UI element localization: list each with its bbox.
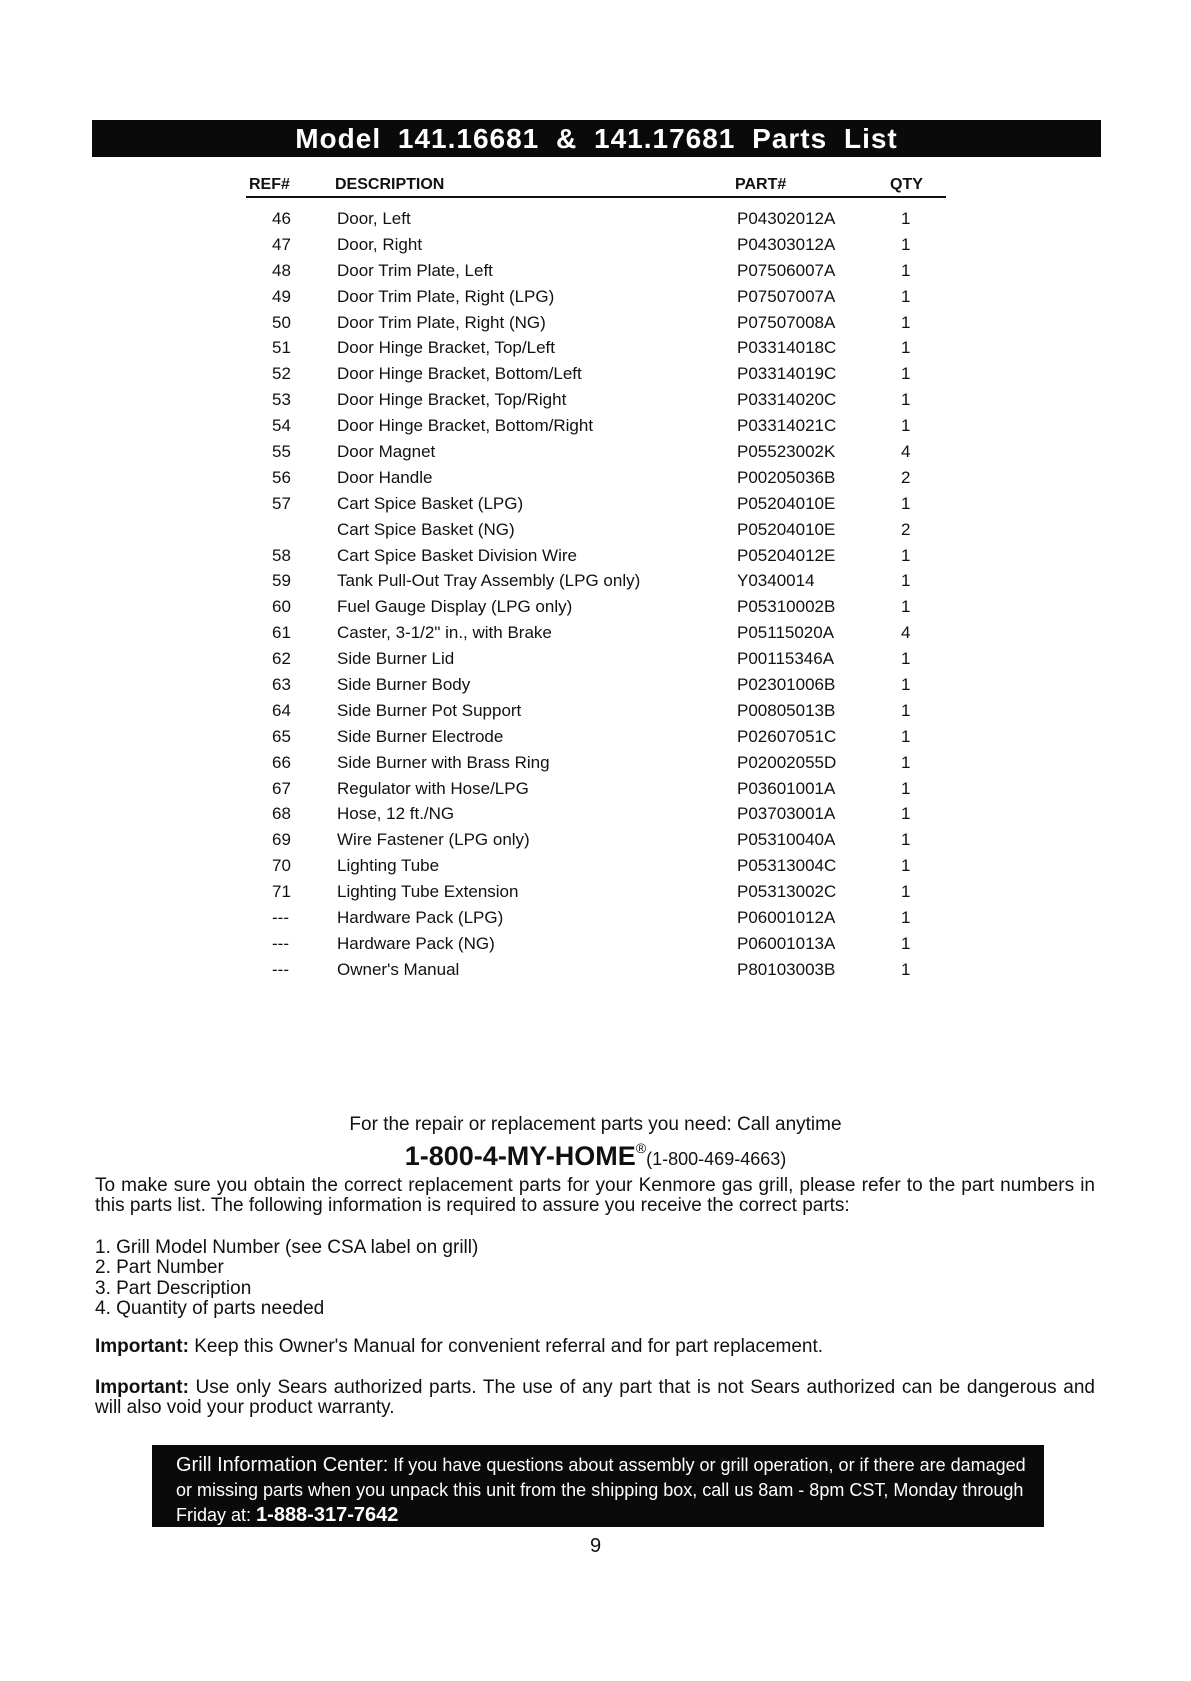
page-title: Model 141.16681 & 141.17681 Parts List bbox=[92, 120, 1101, 157]
part-number: P04302012A bbox=[737, 209, 836, 228]
quantity: 1 bbox=[901, 675, 911, 695]
list-item: 3. Part Description bbox=[95, 1277, 252, 1299]
quantity: 1 bbox=[901, 260, 911, 280]
quantity: 4 bbox=[901, 623, 911, 643]
service-phone-number: 1-800-4-MY-HOME bbox=[404, 1141, 636, 1171]
table-row bbox=[246, 338, 946, 364]
part-number: P03314019C bbox=[737, 364, 837, 384]
quantity: 1 bbox=[901, 416, 911, 436]
table-row bbox=[246, 701, 946, 727]
part-description: Door Magnet bbox=[337, 442, 436, 462]
part-number: Y0340014 bbox=[737, 571, 815, 591]
table-row bbox=[246, 442, 946, 468]
quantity: 1 bbox=[901, 493, 911, 513]
info-center-text: If you have questions about assembly or grill operation, or if there are damaged or missing parts when you unpack this unit from the shipping box, call us 8am - 8pm CST, Monday through Friday at: bbox=[176, 1455, 1026, 1525]
part-description: Regulator with Hose/LPG bbox=[337, 778, 529, 798]
part-description: Door Hinge Bracket, Bottom/Right bbox=[337, 416, 594, 436]
part-description: Door Trim Plate, Left bbox=[337, 260, 493, 280]
quantity: 1 bbox=[901, 338, 911, 358]
ref-number: --- bbox=[272, 959, 289, 979]
ref-number: 71 bbox=[272, 882, 291, 902]
quantity: 1 bbox=[901, 726, 911, 746]
ref-number: 60 bbox=[272, 597, 291, 617]
part-number: P02607051C bbox=[737, 726, 837, 746]
quantity: 1 bbox=[901, 545, 911, 565]
replacement-instructions: To make sure you obtain the correct replacement parts for your Kenmore gas grill, please refer to the part numbers in this parts list. The following information is required to assure you receive the correct parts: bbox=[95, 1175, 1095, 1216]
table-row bbox=[246, 727, 946, 753]
table-row bbox=[246, 649, 946, 675]
parts-table bbox=[246, 209, 946, 986]
ref-number: 46 bbox=[272, 209, 291, 228]
part-description: Hardware Pack (NG) bbox=[337, 933, 495, 953]
ref-number: 59 bbox=[272, 571, 291, 591]
table-row bbox=[246, 313, 946, 339]
part-description: Door, Left bbox=[337, 209, 411, 228]
part-description: Fuel Gauge Display (LPG only) bbox=[337, 597, 573, 617]
ref-number: 65 bbox=[272, 726, 291, 746]
page-number: 9 bbox=[589, 1535, 602, 1557]
part-number: P03314018C bbox=[737, 338, 837, 358]
info-center-title: Grill Information Center: bbox=[176, 1454, 389, 1476]
part-number: P05204012E bbox=[737, 545, 836, 565]
service-call-line: For the repair or replacement parts you need: Call anytime bbox=[349, 1114, 842, 1135]
part-number: P07507008A bbox=[737, 312, 836, 332]
important-text: Keep this Owner's Manual for convenient referral and for part replacement. bbox=[188, 1336, 824, 1357]
part-number: P05204010E bbox=[737, 519, 836, 539]
ref-number: 69 bbox=[272, 830, 291, 850]
quantity: 1 bbox=[901, 804, 911, 824]
registered-mark: ® bbox=[635, 1140, 647, 1156]
quantity: 1 bbox=[901, 649, 911, 669]
quantity: 1 bbox=[901, 959, 911, 979]
ref-number: 63 bbox=[272, 675, 291, 695]
table-row bbox=[246, 390, 946, 416]
part-number: P03314020C bbox=[737, 390, 837, 410]
quantity: 1 bbox=[901, 209, 911, 228]
part-description: Side Burner Pot Support bbox=[337, 700, 522, 720]
table-row bbox=[246, 520, 946, 546]
table-row bbox=[246, 416, 946, 442]
part-number: P02301006B bbox=[737, 675, 836, 695]
part-description: Hardware Pack (LPG) bbox=[337, 908, 504, 928]
table-row bbox=[246, 235, 946, 261]
ref-number: 55 bbox=[272, 442, 291, 462]
ref-column-header: REF# bbox=[249, 176, 290, 193]
table-row bbox=[246, 934, 946, 960]
part-description: Cart Spice Basket (NG) bbox=[337, 519, 515, 539]
part-description: Door Hinge Bracket, Top/Right bbox=[337, 390, 567, 410]
quantity: 1 bbox=[901, 364, 911, 384]
part-description: Side Burner with Brass Ring bbox=[337, 752, 550, 772]
part-description: Hose, 12 ft./NG bbox=[337, 804, 455, 824]
ref-number: 48 bbox=[272, 260, 291, 280]
ref-number: 64 bbox=[272, 700, 291, 720]
part-number: P05115020A bbox=[737, 623, 835, 643]
ref-number: 56 bbox=[272, 467, 291, 487]
ref-number: --- bbox=[272, 908, 289, 928]
part-description: Door Trim Plate, Right (LPG) bbox=[337, 286, 555, 306]
part-description: Side Burner Body bbox=[337, 675, 471, 695]
ref-number: --- bbox=[272, 933, 289, 953]
table-row bbox=[246, 546, 946, 572]
quantity: 1 bbox=[901, 856, 911, 876]
quantity: 1 bbox=[901, 286, 911, 306]
quantity: 1 bbox=[901, 752, 911, 772]
quantity: 1 bbox=[901, 390, 911, 410]
ref-number: 52 bbox=[272, 364, 291, 384]
table-row bbox=[246, 623, 946, 649]
table-row bbox=[246, 804, 946, 830]
table-row bbox=[246, 468, 946, 494]
table-row bbox=[246, 882, 946, 908]
part-number: P07506007A bbox=[737, 260, 836, 280]
quantity: 4 bbox=[901, 442, 911, 462]
table-row bbox=[246, 960, 946, 986]
part-number: P00115346A bbox=[737, 649, 835, 669]
table-row bbox=[246, 261, 946, 287]
important-note bbox=[95, 1378, 1095, 1418]
table-row bbox=[246, 287, 946, 313]
ref-number: 51 bbox=[272, 338, 291, 358]
ref-number: 61 bbox=[272, 623, 291, 643]
part-description: Door, Right bbox=[337, 234, 423, 254]
part-number: P04303012A bbox=[737, 234, 836, 254]
service-phone-alternate: (1-800-469-4663) bbox=[646, 1149, 787, 1169]
table-row bbox=[246, 856, 946, 882]
part-number: P05204010E bbox=[737, 493, 836, 513]
ref-number: 54 bbox=[272, 416, 291, 436]
quantity: 1 bbox=[901, 700, 911, 720]
table-row bbox=[246, 830, 946, 856]
part-description: Caster, 3-1/2" in., with Brake bbox=[337, 623, 552, 643]
ref-number: 66 bbox=[272, 752, 291, 772]
part-number: P06001013A bbox=[737, 933, 836, 953]
ref-number: 62 bbox=[272, 649, 291, 669]
part-description: Lighting Tube Extension bbox=[337, 882, 519, 902]
quantity: 1 bbox=[901, 778, 911, 798]
part-number: P80103003B bbox=[737, 959, 836, 979]
ref-number: 58 bbox=[272, 545, 291, 565]
part-description: Door Hinge Bracket, Bottom/Left bbox=[337, 364, 582, 384]
part-description: Wire Fastener (LPG only) bbox=[337, 830, 530, 850]
quantity: 1 bbox=[901, 830, 911, 850]
table-row bbox=[246, 571, 946, 597]
quantity: 1 bbox=[901, 597, 911, 617]
ref-number: 68 bbox=[272, 804, 291, 824]
quantity: 1 bbox=[901, 234, 911, 254]
part-number-column-header: PART# bbox=[735, 176, 787, 193]
important-note bbox=[95, 1337, 1095, 1357]
table-row bbox=[246, 753, 946, 779]
list-item: 1. Grill Model Number (see CSA label on grill) bbox=[95, 1237, 479, 1258]
description-column-header: DESCRIPTION bbox=[335, 176, 445, 193]
ref-number: 57 bbox=[272, 493, 291, 513]
important-label: Important: bbox=[95, 1336, 189, 1357]
part-number: P02002055D bbox=[737, 752, 837, 772]
part-number: P05313002C bbox=[737, 882, 837, 902]
table-row bbox=[246, 908, 946, 934]
ref-number: 47 bbox=[272, 234, 291, 254]
quantity-column-header: QTY bbox=[890, 176, 923, 193]
part-description: Cart Spice Basket Division Wire bbox=[337, 545, 577, 565]
part-number: P03314021C bbox=[737, 416, 837, 436]
grill-info-center-box bbox=[152, 1445, 1044, 1527]
required-info-list bbox=[95, 1238, 478, 1320]
table-row bbox=[246, 209, 946, 235]
ref-number: 53 bbox=[272, 390, 291, 410]
part-number: P06001012A bbox=[737, 908, 836, 928]
part-description: Door Handle bbox=[337, 467, 433, 487]
quantity: 1 bbox=[901, 882, 911, 902]
table-row bbox=[246, 675, 946, 701]
part-description: Lighting Tube bbox=[337, 856, 440, 876]
list-item: 2. Part Number bbox=[95, 1257, 224, 1279]
ref-number: 49 bbox=[272, 286, 291, 306]
ref-number: 50 bbox=[272, 312, 291, 332]
quantity: 2 bbox=[901, 467, 911, 487]
table-row bbox=[246, 779, 946, 805]
list-item: 4. Quantity of parts needed bbox=[95, 1298, 325, 1320]
part-description: Side Burner Lid bbox=[337, 649, 455, 669]
table-row bbox=[246, 494, 946, 520]
part-number: P05310002B bbox=[737, 597, 836, 617]
part-number: P03601001A bbox=[737, 778, 836, 798]
part-description: Door Trim Plate, Right (NG) bbox=[337, 312, 546, 332]
part-description: Door Hinge Bracket, Top/Left bbox=[337, 338, 555, 358]
quantity: 1 bbox=[901, 312, 911, 332]
part-number: P07507007A bbox=[737, 286, 836, 306]
table-row bbox=[246, 364, 946, 390]
part-number: P05310040A bbox=[737, 830, 836, 850]
part-number: P05313004C bbox=[737, 856, 837, 876]
parts-table-header bbox=[246, 174, 946, 198]
service-phone-line bbox=[0, 1140, 1191, 1172]
part-description: Owner's Manual bbox=[337, 959, 460, 979]
quantity: 2 bbox=[901, 519, 911, 539]
quantity: 1 bbox=[901, 571, 911, 591]
part-number: P05523002K bbox=[737, 442, 836, 462]
table-row bbox=[246, 597, 946, 623]
important-label: Important: bbox=[95, 1377, 189, 1398]
part-number: P00205036B bbox=[737, 467, 836, 487]
part-description: Side Burner Electrode bbox=[337, 726, 504, 746]
part-number: P00805013B bbox=[737, 700, 836, 720]
ref-number: 67 bbox=[272, 778, 291, 798]
part-number: P03703001A bbox=[737, 804, 836, 824]
quantity: 1 bbox=[901, 908, 911, 928]
important-text: Use only Sears authorized parts. The use of any part that is not Sears authorized can be dangerous and will also void your product warranty. bbox=[95, 1377, 1095, 1418]
part-description: Tank Pull-Out Tray Assembly (LPG only) bbox=[337, 571, 641, 591]
info-center-phone: 1-888-317-7642 bbox=[256, 1504, 399, 1526]
quantity: 1 bbox=[901, 933, 911, 953]
part-description: Cart Spice Basket (LPG) bbox=[337, 493, 524, 513]
ref-number: 70 bbox=[272, 856, 291, 876]
